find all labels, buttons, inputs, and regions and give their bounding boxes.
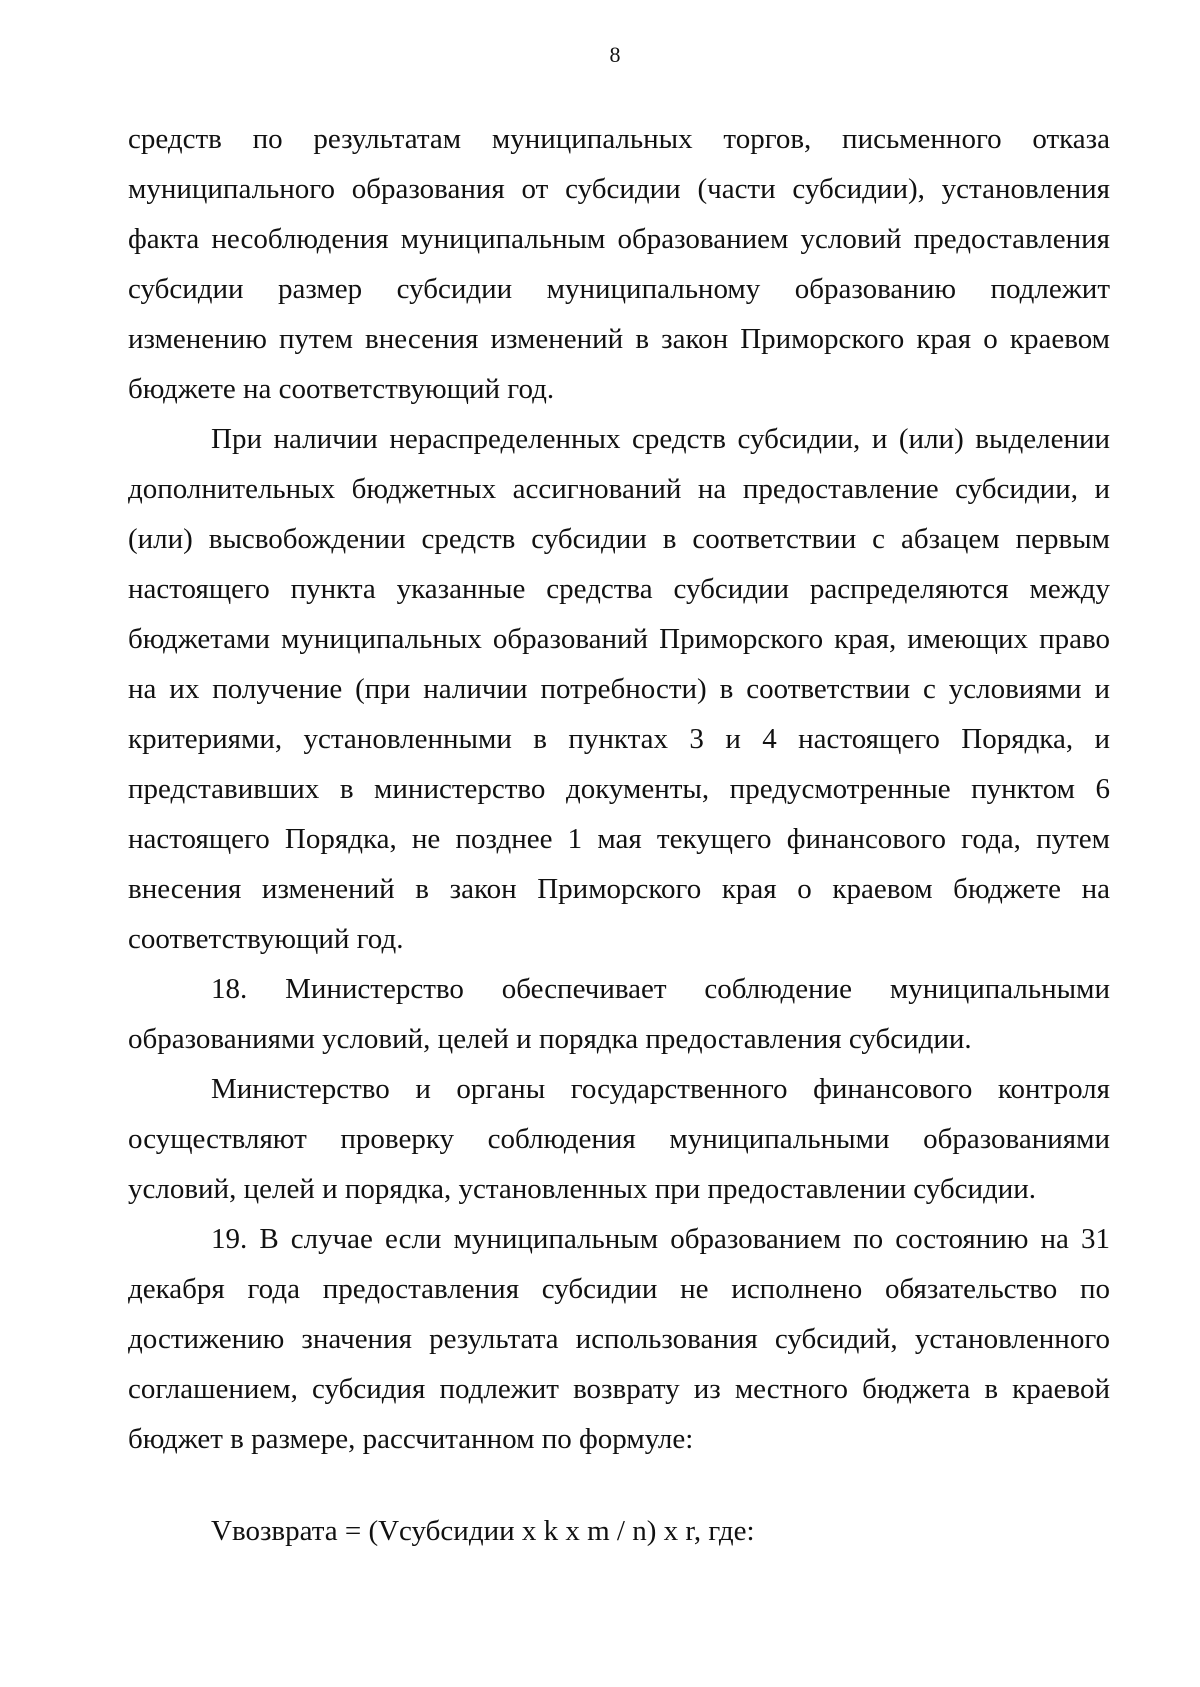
paragraph-item-18: 18. Министерство обеспечивает соблюдение муниципальными образованиями условий, целей и порядка предоставления субсидии. <box>128 973 1110 1055</box>
paragraph-control-bodies: Министерство и органы государственного финансового контроля осуществляют проверку соблюдения муниципальными образованиями условий, целей и порядка, установленных при предоставлении субсидии. <box>128 1073 1110 1205</box>
return-formula: Vвозврата = (Vсубсидии x k x m / n) x r, где: <box>211 1515 755 1547</box>
page-number: 8 <box>609 42 621 67</box>
paragraph-continuation: средств по результатам муниципальных торгов, письменного отказа муниципального образования от субсидии (части субсидии), установления факта несоблюдения муниципальным образованием условий предоставления субсидии размер субсидии муниципальному образованию подлежит изменению путем внесения изменений в закон Приморского края о краевом бюджете на соответствующий год. <box>128 123 1110 405</box>
document-body <box>128 114 1110 1464</box>
paragraph-item-19: 19. В случае если муниципальным образованием по состоянию на 31 декабря года предоставления субсидии не исполнено обязательство по достижению значения результата использования субсидий, установленного соглашением, субсидия подлежит возврату из местного бюджета в краевой бюджет в размере, рассчитанном по формуле: <box>128 1223 1110 1455</box>
paragraph-redistribution: При наличии нераспределенных средств субсидии, и (или) выделении дополнительных бюджетных ассигнований на предоставление субсидии, и (или) высвобождении средств субсидии в соответствии с абзацем первым настоящего пункта указанные средства субсидии распределяются между бюджетами муниципальных образований Приморского края, имеющих право на их получение (при наличии потребности) в соответствии с условиями и критериями, установленными в пунктах 3 и 4 настоящего Порядка, и представивших в министерство документы, предусмотренные пунктом 6 настоящего Порядка, не позднее 1 мая текущего финансового года, путем внесения изменений в закон Приморского края о краевом бюджете на соответствующий год. <box>128 423 1110 955</box>
